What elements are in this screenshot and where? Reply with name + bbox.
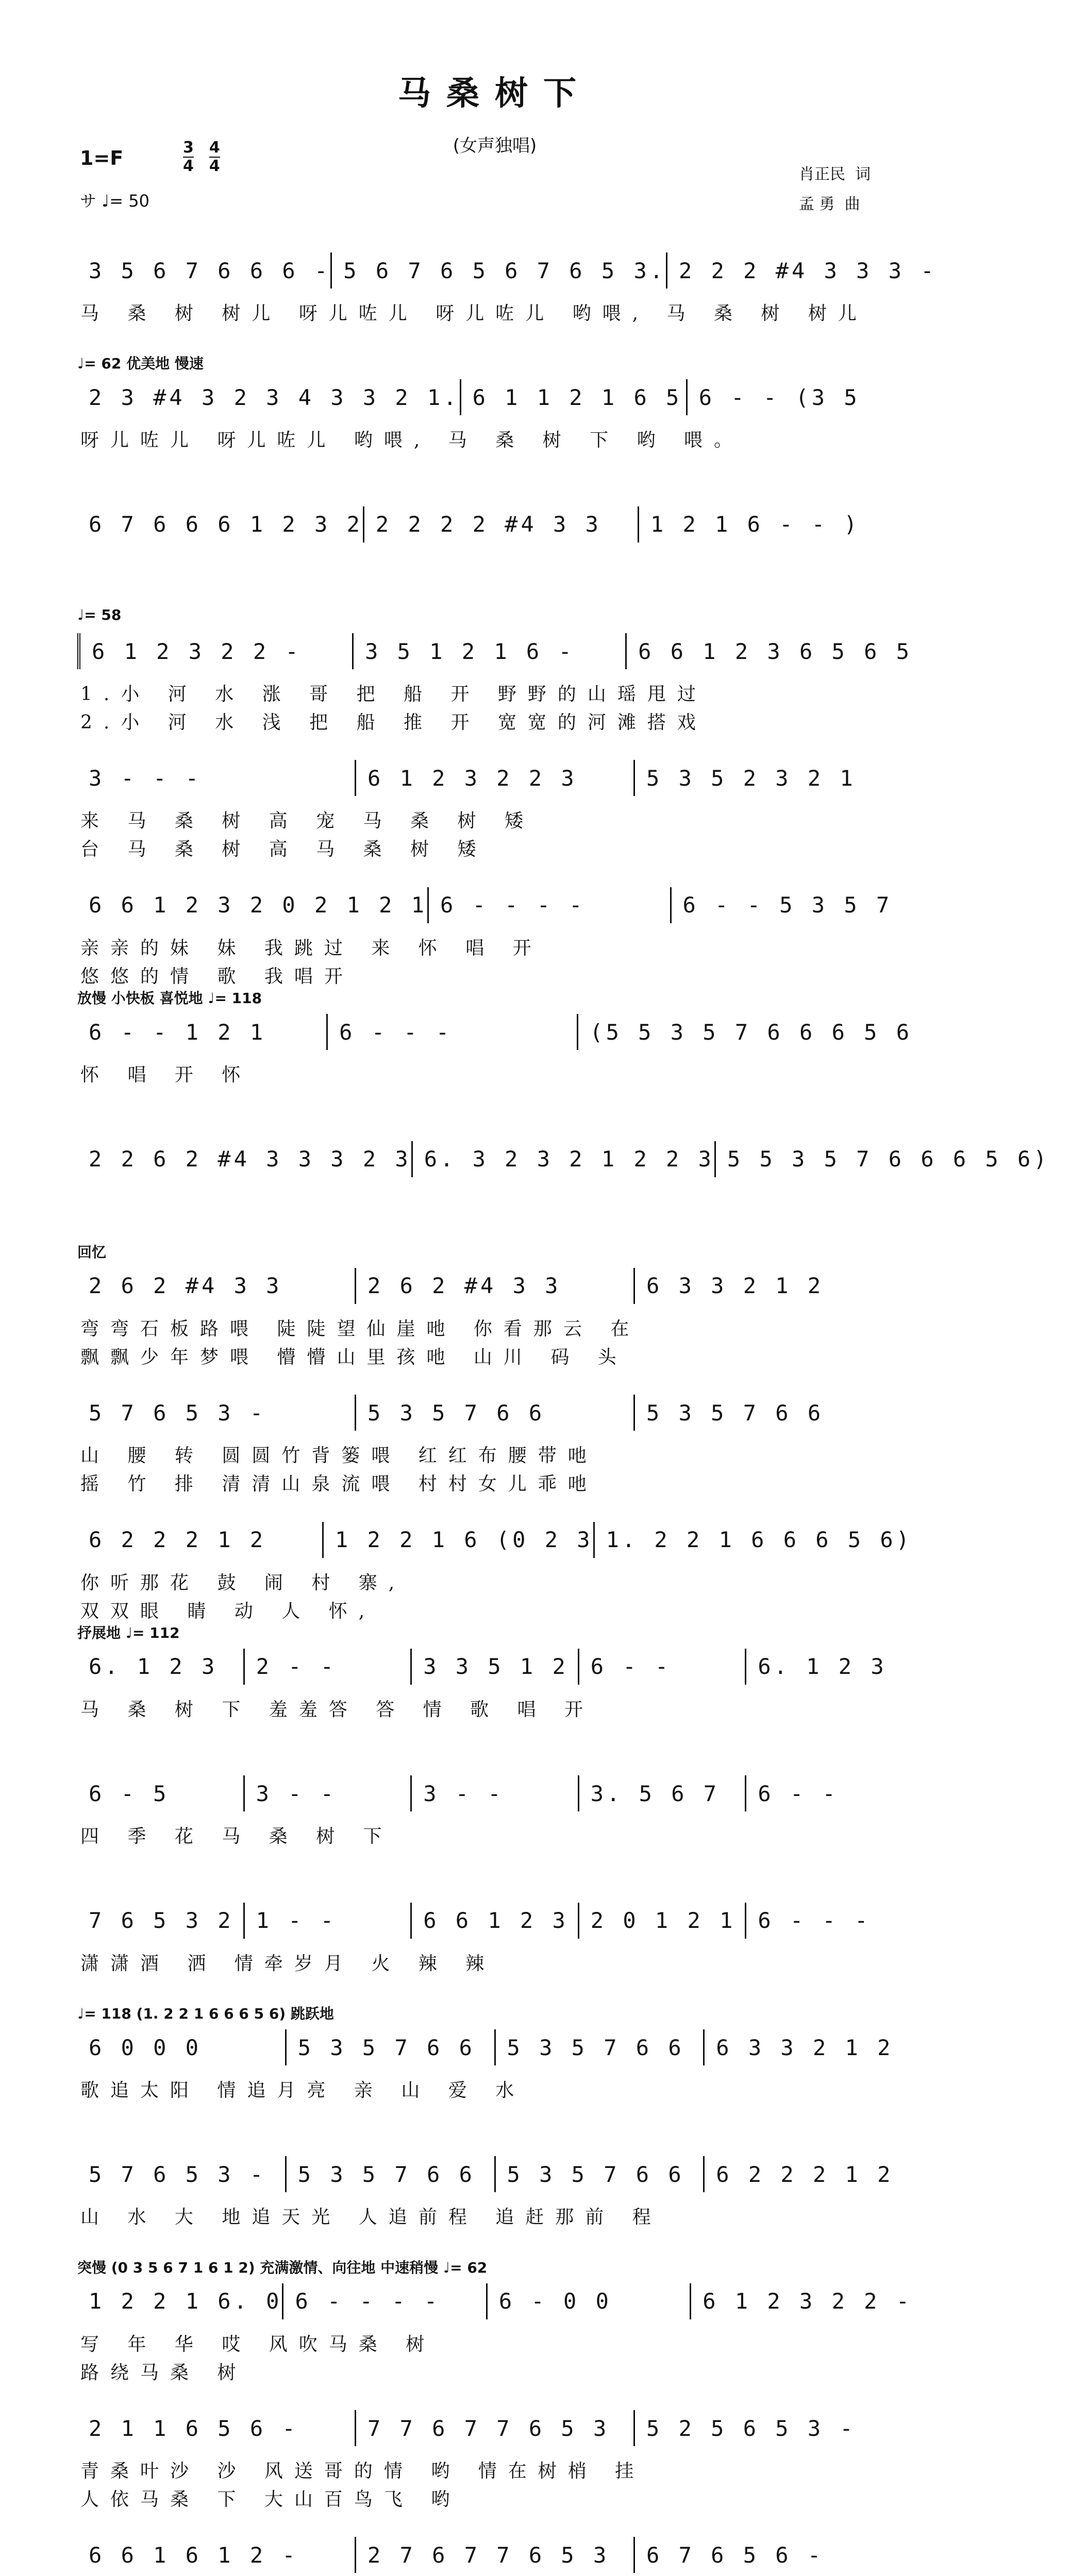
measure: 6. 1 2 3 — [89, 1654, 218, 1680]
notation-line — [77, 2283, 912, 2319]
composer: 孟 勇 曲 — [799, 195, 860, 213]
measure: 6 - 0 0 — [486, 2283, 690, 2319]
performance-marking: 放慢 小快板 喜悦地 ♩= 118 — [77, 990, 262, 1007]
measure: 6 7 6 5 6 - — [633, 2537, 912, 2573]
notation-line — [77, 1649, 912, 1685]
measure: 6 - - - - — [282, 2283, 486, 2319]
measure: 6 2 2 2 1 2 — [703, 2156, 912, 2192]
measure: 6 - - (3 5 — [686, 379, 912, 415]
lyric-line-1: 潇潇酒 洒 情牵岁月 火 辣 辣 — [80, 1953, 496, 1974]
lyric-line-1 — [77, 1188, 915, 1213]
lyric-line-1: 怀 唱 开 怀 — [80, 1064, 252, 1086]
measure: 2 6 2 #4 3 3 — [355, 1268, 633, 1304]
score-system — [77, 222, 937, 348]
measure: 5 3 5 2 3 2 1 — [633, 760, 912, 796]
lyric-line-1: 呀儿咗儿 呀儿咗儿 哟喂, 马 桑 树 下 哟 喂。 — [80, 430, 744, 451]
measure: 2 1 1 6 5 6 - — [89, 2415, 298, 2441]
notation-line — [77, 2029, 912, 2065]
score-header — [0, 0, 990, 216]
score-system — [77, 1110, 1050, 1237]
score-system — [77, 1872, 912, 1998]
measure: 6 0 0 0 — [89, 2035, 202, 2060]
score-system — [77, 729, 912, 860]
performance-marking: 回忆 — [77, 1243, 107, 1261]
notation-line — [77, 379, 912, 415]
measure: 6 1 2 3 2 2 - — [77, 633, 352, 669]
time-signature-b: $\frac{4}{4}$ — [209, 139, 220, 175]
score-system — [77, 1364, 912, 1495]
notation-line — [77, 252, 937, 289]
score-system — [77, 983, 912, 1110]
lyric-line-1: 弯弯石板路喂 陡陡望仙崖吔 你看那云 在 — [80, 1318, 641, 1340]
lyric-line-1: 四 季 花 马 桑 树 下 — [80, 1826, 393, 1848]
credits — [799, 160, 871, 219]
measure: 6 1 2 3 2 2 3 — [355, 760, 633, 796]
measure: 6 6 1 6 1 2 - — [89, 2542, 298, 2568]
performance-marking: 抒展地 ♩= 112 — [77, 1624, 180, 1641]
measure: 6. 3 2 3 2 1 2 2 3 — [411, 1141, 714, 1177]
measure: 6 - - 5 3 5 7 — [670, 887, 913, 923]
lyric-line-1: 写 年 华 哎 风吹马桑 树 — [80, 2333, 436, 2355]
notation-line — [77, 633, 912, 669]
measure: 3 - - — [243, 1775, 411, 1811]
measure: 6 - - - - — [427, 887, 670, 923]
lyric-line-2: 人依马桑 下 大山百鸟飞 哟 — [80, 2489, 461, 2511]
notation-line — [77, 760, 912, 796]
measure: 6 3 3 2 1 2 — [703, 2029, 912, 2065]
measure: 5 2 5 6 5 3 - — [633, 2410, 912, 2446]
performance-marking: ♩= 118 (1. 2 2 1 6 6 6 5 6) 跳跃地 — [77, 2005, 334, 2023]
time-signature — [183, 139, 220, 175]
performance-marking: ♩= 58 — [77, 606, 122, 624]
notation-line — [77, 2537, 912, 2573]
score-body — [77, 222, 1050, 2576]
measure: 2 6 2 #4 3 3 — [89, 1273, 282, 1299]
measure: 6 - 5 — [89, 1781, 170, 1806]
measure: 1. 2 2 1 6 6 6 5 6) — [593, 1522, 912, 1558]
notation-line — [77, 1014, 912, 1050]
lyric-line-2: 摇 竹 排 清清山泉流喂 村村女儿乖吔 — [80, 1473, 598, 1495]
measure: 5 3 5 7 6 6 — [285, 2029, 494, 2065]
lyric-line-2: 路绕马桑 树 — [80, 2362, 247, 2383]
score-system — [77, 1618, 912, 1744]
measure: 5 3 5 7 6 6 — [285, 2156, 494, 2192]
lyric-line-1: 来 马 桑 树 高 宠 马 桑 树 矮 — [80, 810, 534, 832]
performance-marking: ♩= 62 优美地 慢速 — [77, 355, 204, 372]
notation-line — [77, 887, 912, 923]
measure: 3 5 1 2 1 6 - — [352, 633, 625, 669]
measure: 5 3 5 7 6 6 — [633, 1395, 912, 1431]
measure: 3 - - - — [89, 765, 202, 791]
score-system — [77, 856, 912, 987]
lyric-line-1: 你听那花 鼓 闹 村 寨, — [80, 1572, 406, 1594]
lyric-line-2: 双双眼 睛 动 人 怀, — [80, 1600, 376, 1622]
score-system — [77, 2506, 912, 2576]
notation-line — [77, 2410, 912, 2446]
measure: 5 3 5 7 6 6 — [355, 1395, 633, 1431]
lyric-line-2: 台 马 桑 树 高 马 桑 树 矮 — [80, 839, 488, 860]
lyric-line-1 — [77, 553, 915, 579]
measure: 6 - - — [578, 1649, 745, 1685]
measure: 5 7 6 5 3 - — [89, 1400, 266, 1426]
lyric-line-1: 马 桑 树 树儿 呀儿咗儿 呀儿咗儿 哟喂, 马 桑 树 树儿 — [80, 303, 868, 324]
measure: 5 5 3 5 7 6 6 6 5 6) — [714, 1141, 1050, 1177]
measure: 7 7 6 7 7 6 5 3 — [355, 2410, 633, 2446]
measure: 5 3 5 7 6 6 — [494, 2156, 704, 2192]
measure: 6 - - - — [326, 1014, 577, 1050]
performance-marking: 突慢 (0 3 5 6 7 1 6 1 2) 充满激情、向往地 中速稍慢 ♩= 62 — [77, 2259, 488, 2276]
score-system — [77, 1744, 912, 1871]
song-title: 马桑树下 — [398, 75, 592, 113]
measure: 5 7 6 5 3 - — [89, 2161, 266, 2187]
measure: 6 - - — [745, 1775, 912, 1811]
score-system — [77, 2379, 912, 2511]
lyric-line-1: 山 腰 转 圆圆竹背篓喂 红红布腰带吔 — [80, 1445, 598, 1467]
measure: 6. 1 2 3 — [745, 1649, 912, 1685]
notation-line — [77, 1522, 912, 1558]
lyricist: 肖正民 词 — [799, 165, 871, 183]
measure: 1 2 1 6 - - ) — [638, 506, 912, 543]
score-system — [77, 602, 912, 734]
lyric-line-2: 飘飘少年梦喂 懵懵山里孩吔 山川 码 头 — [80, 1346, 628, 1368]
measure: 7 6 5 3 2 — [89, 1908, 234, 1934]
measure: 3. 5 6 7 — [578, 1775, 745, 1811]
measure: 2 2 2 2 #4 3 3 — [363, 506, 638, 543]
score-system — [77, 1237, 912, 1368]
notation-line — [77, 1268, 912, 1304]
score-system — [77, 1998, 912, 2125]
measure: 6 - - - — [745, 1903, 912, 1939]
lyric-line-1: 山 水 大 地追天光 人追前程 追赶那前 程 — [80, 2207, 662, 2228]
measure: 2 2 2 #4 3 3 3 - — [666, 252, 937, 289]
lyric-line-1: 亲亲的妹 妹 我跳过 来 怀 唱 开 — [80, 937, 543, 959]
measure: 6 6 1 2 3 2 0 2 1 2 1 — [89, 892, 428, 918]
notation-line — [77, 2156, 912, 2192]
notation-line — [77, 1775, 912, 1811]
lyric-line-1: 马 桑 树 下 羞羞答 答 情 歌 唱 开 — [80, 1699, 594, 1720]
measure: (5 5 3 5 7 6 6 6 5 6 — [577, 1014, 912, 1050]
lyric-line-2: 悠悠的情 歌 我唱开 — [80, 965, 354, 987]
measure: 2 3 #4 3 2 3 4 3 3 2 1. — [89, 384, 460, 410]
score-system — [77, 2252, 913, 2383]
notation-line — [77, 1141, 1050, 1177]
measure: 2 0 1 2 1 — [578, 1903, 745, 1939]
measure: 6 3 3 2 1 2 — [633, 1268, 912, 1304]
measure: 6 6 1 2 3 6 5 6 5 — [625, 633, 912, 669]
measure: 3 - - — [410, 1775, 578, 1811]
measure: 1 2 2 1 6. 0 — [89, 2289, 282, 2314]
score-system — [77, 476, 912, 602]
lyric-line-2: 2.小 河 水 浅 把 船 推 开 宽宽的河滩搭戏 — [80, 712, 707, 734]
measure: 2 - - — [243, 1649, 411, 1685]
score-system — [77, 348, 912, 475]
notation-line — [77, 1395, 912, 1431]
measure: 6 7 6 6 6 1 2 3 2 — [89, 512, 363, 537]
lyric-line-1: 1.小 河 水 涨 哥 把 船 开 野野的山瑶甩过 — [80, 684, 707, 705]
tempo-marking: サ ♩= 50 — [80, 191, 149, 211]
measure: 3 3 5 1 2 — [410, 1649, 578, 1685]
measure: 5 3 5 7 6 6 — [494, 2029, 704, 2065]
song-subtitle: (女声独唱) — [453, 135, 537, 156]
key-signature: 1=F — [80, 147, 124, 170]
measure: 6 - - 1 2 1 — [89, 1019, 266, 1045]
time-signature-a: $\frac{3}{4}$ — [183, 139, 194, 175]
measure: 1 - - — [243, 1903, 411, 1939]
lyric-line-1: 歌追太阳 情追月亮 亲 山 爱 水 — [80, 2080, 526, 2102]
measure: 6 2 2 2 1 2 — [89, 1527, 266, 1553]
score-system — [77, 1491, 912, 1622]
notation-line — [77, 1903, 912, 1939]
lyric-line-1: 青桑叶沙 沙 风送哥的情 哟 情在树梢 挂 — [80, 2461, 645, 2482]
measure: 3 5 6 7 6 6 6 - — [89, 258, 331, 283]
notation-line — [77, 506, 912, 543]
measure: 6 1 1 2 1 6 5 — [460, 379, 686, 415]
measure: 6 1 2 3 2 2 - — [690, 2283, 912, 2319]
measure: 6 6 1 2 3 — [410, 1903, 578, 1939]
measure: 5 6 7 6 5 6 7 6 5 3. — [330, 252, 666, 289]
measure: 1 2 2 1 6 (0 2 3 — [322, 1522, 593, 1558]
score-system — [77, 2125, 912, 2252]
measure: 2 7 6 7 7 6 5 3 — [355, 2537, 633, 2573]
measure: 2 2 6 2 #4 3 3 3 2 3 — [89, 1146, 411, 1172]
